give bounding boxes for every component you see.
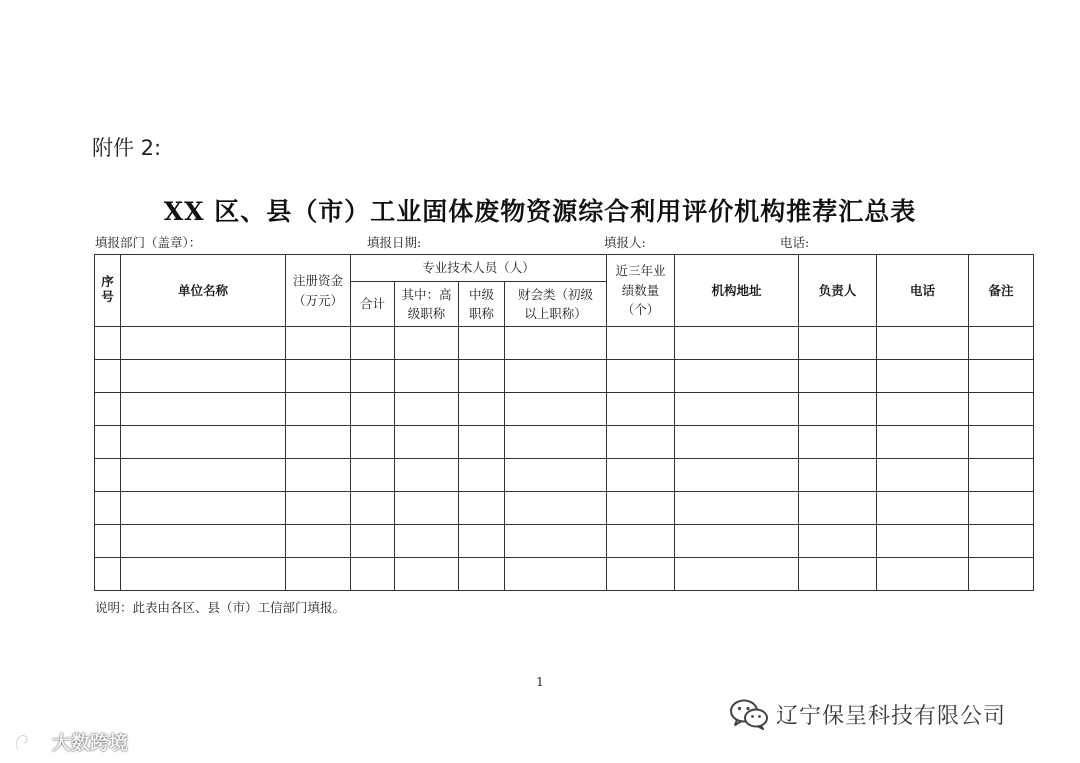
table-cell [121,492,286,525]
table-cell [877,525,969,558]
attachment-label: 附件 2: [92,136,162,160]
table-cell [799,558,877,591]
table-cell [459,360,505,393]
fill-department-label: 填报部门（盖章）： [95,235,202,250]
table-cell [505,492,607,525]
table-cell [286,327,351,360]
header-tech-staff: 专业技术人员（人） [351,255,607,282]
table-row [95,525,1034,558]
table-cell [799,360,877,393]
page-number: 1 [536,675,544,689]
table-cell [459,426,505,459]
watermark-left [12,728,128,755]
table-cell [969,525,1034,558]
table-cell [459,459,505,492]
table-cell [459,525,505,558]
table-cell [121,393,286,426]
table-cell [607,360,675,393]
table-cell [286,426,351,459]
table-cell [95,558,121,591]
table-cell [351,558,395,591]
table-cell [969,393,1034,426]
table-cell [505,426,607,459]
table-cell [607,525,675,558]
header-total: 合计 [351,282,395,327]
table-cell [95,327,121,360]
table-cell [351,459,395,492]
table-cell [286,492,351,525]
watermark-right-text: 辽宁保呈科技有限公司 [776,703,1007,729]
table-cell [505,393,607,426]
table-cell [351,327,395,360]
table-cell [505,360,607,393]
table-cell [286,525,351,558]
table-note: 说明：此表由各区、县（市）工信部门填报。 [95,600,346,615]
table-cell [969,492,1034,525]
table-cell [95,459,121,492]
table-cell [395,525,459,558]
header-address: 机构地址 [675,255,799,327]
table-cell [459,558,505,591]
table-cell [675,558,799,591]
table-cell [969,327,1034,360]
table-cell [351,525,395,558]
table-cell [675,393,799,426]
table-cell [351,393,395,426]
table-cell [607,426,675,459]
table-row [95,327,1034,360]
table-cell [675,459,799,492]
table-cell [607,492,675,525]
table-cell [395,327,459,360]
table-cell [877,327,969,360]
table-cell [395,360,459,393]
table-cell [395,492,459,525]
table-cell [395,558,459,591]
watermark-left-text: 大数跨境 [52,732,129,754]
table-cell [121,360,286,393]
table-cell [675,327,799,360]
header-mid: 中级 职称 [459,282,505,327]
table-cell [95,426,121,459]
table-cell [675,426,799,459]
table-cell [607,393,675,426]
table-cell [799,492,877,525]
table-cell [395,459,459,492]
header-senior: 其中：高 级职称 [395,282,459,327]
header-remarks: 备注 [969,255,1034,327]
header-finance: 财会类（初级 以上职称） [505,282,607,327]
header-seq: 序号 [95,255,121,327]
table-cell [286,459,351,492]
table-cell [121,327,286,360]
header-manager: 负责人 [799,255,877,327]
table-cell [799,426,877,459]
table-row [95,426,1034,459]
table-cell [121,558,286,591]
table-cell [505,525,607,558]
table-cell [121,459,286,492]
table-row [95,393,1034,426]
table-cell [877,393,969,426]
table-cell [675,492,799,525]
table-cell [607,327,675,360]
table-cell [459,327,505,360]
table-cell [505,558,607,591]
table-cell [877,492,969,525]
table-cell [95,393,121,426]
table-cell [799,459,877,492]
table-cell [505,327,607,360]
table-cell [351,492,395,525]
table-row [95,558,1034,591]
table-cell [799,525,877,558]
table-cell [286,558,351,591]
table-cell [121,426,286,459]
table-row [95,492,1034,525]
table-cell [877,426,969,459]
table-cell [286,360,351,393]
table-cell [675,525,799,558]
table-cell [607,558,675,591]
fill-person-label: 填报人: [604,235,646,250]
table-cell [395,393,459,426]
table-cell [877,558,969,591]
table-cell [459,492,505,525]
table-cell [675,360,799,393]
table-cell [799,327,877,360]
brand-logo-icon [12,729,48,755]
table-cell [607,459,675,492]
table-cell [95,360,121,393]
table-cell [505,459,607,492]
watermark-right [728,697,1006,731]
table-row [95,459,1034,492]
header-phone: 电话 [877,255,969,327]
table-cell [121,525,286,558]
table-cell [95,525,121,558]
table-cell [877,459,969,492]
table-row [95,360,1034,393]
table-cell [459,393,505,426]
header-performance: 近三年业 绩数量 （个） [607,255,675,327]
table-cell [969,426,1034,459]
form-title: XX 区、县（市）工业固体废物资源综合利用评价机构推荐汇总表 [163,197,917,226]
summary-table [94,254,1034,591]
fill-phone-label: 电话: [780,235,810,250]
fill-date-label: 填报日期: [367,235,422,250]
table-cell [95,492,121,525]
table-cell [969,558,1034,591]
table-cell [877,360,969,393]
table-cell [395,426,459,459]
table-cell [286,393,351,426]
header-capital: 注册资金 （万元） [286,255,351,327]
table-cell [969,459,1034,492]
table-cell [351,426,395,459]
table-cell [969,360,1034,393]
table-cell [799,393,877,426]
header-unit-name: 单位名称 [121,255,286,327]
wechat-icon [728,697,770,731]
table-cell [351,360,395,393]
